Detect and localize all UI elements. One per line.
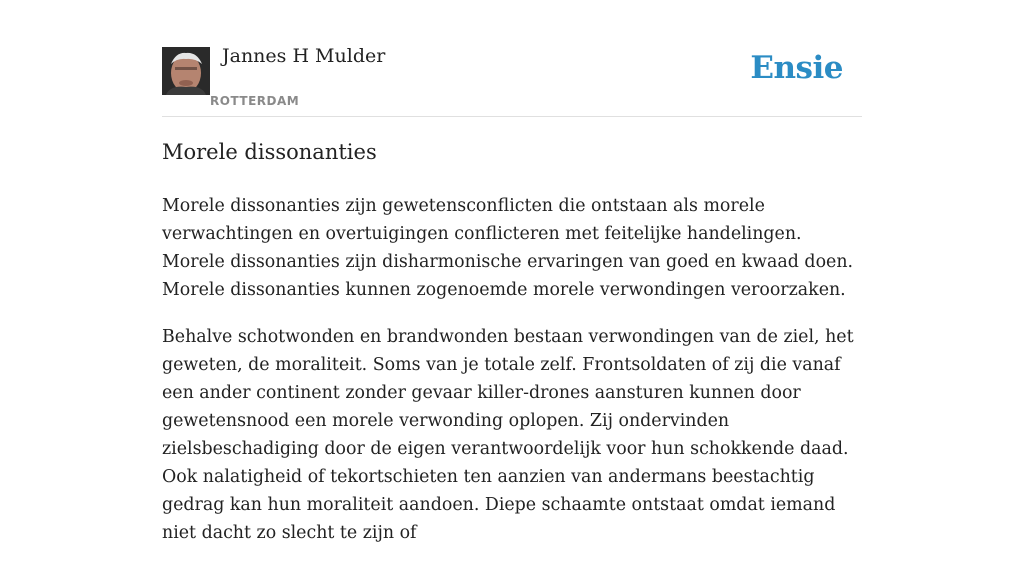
author-header (162, 0, 862, 117)
ensie-logo[interactable]: Ensie (750, 50, 843, 86)
article-column (162, 0, 862, 543)
article-body (162, 192, 862, 566)
avatar[interactable] (162, 47, 210, 95)
author-name[interactable]: Jannes H Mulder (222, 45, 386, 67)
article-paragraph: Behalve schotwonden en brandwonden bestaan verwondingen van de ziel, het geweten, de moraliteit. Soms van je totale zelf. Frontsoldaten of zij die vanaf een ander continent zonder gevaar killer-drones aansturen kunnen door gewetensnood een morele verwonding oplopen. Zij ondervinden zielsbeschadiging door de eigen verantwoordelijk voor hun schokkende daad. Ook nalatigheid of tekortschieten ten aanzien van andermans beestachtig gedrag kan hun moraliteit aandoen. Diepe schaamte ontstaat omdat iemand niet dacht zo slecht te zijn of (162, 327, 854, 543)
person-portrait-icon (162, 47, 210, 95)
article-title: Morele dissonanties (162, 140, 377, 164)
article-paragraph: Morele dissonanties zijn gewetensconflicten die ontstaan als morele verwachtingen en overtuigingen conflicteren met feitelijke handelingen. Morele dissonanties zijn disharmonische ervaringen van goed en kwaad doen. Morele dissonanties kunnen zogenoemde morele verwondingen veroorzaken. (162, 196, 854, 300)
author-city: ROTTERDAM (210, 94, 300, 108)
